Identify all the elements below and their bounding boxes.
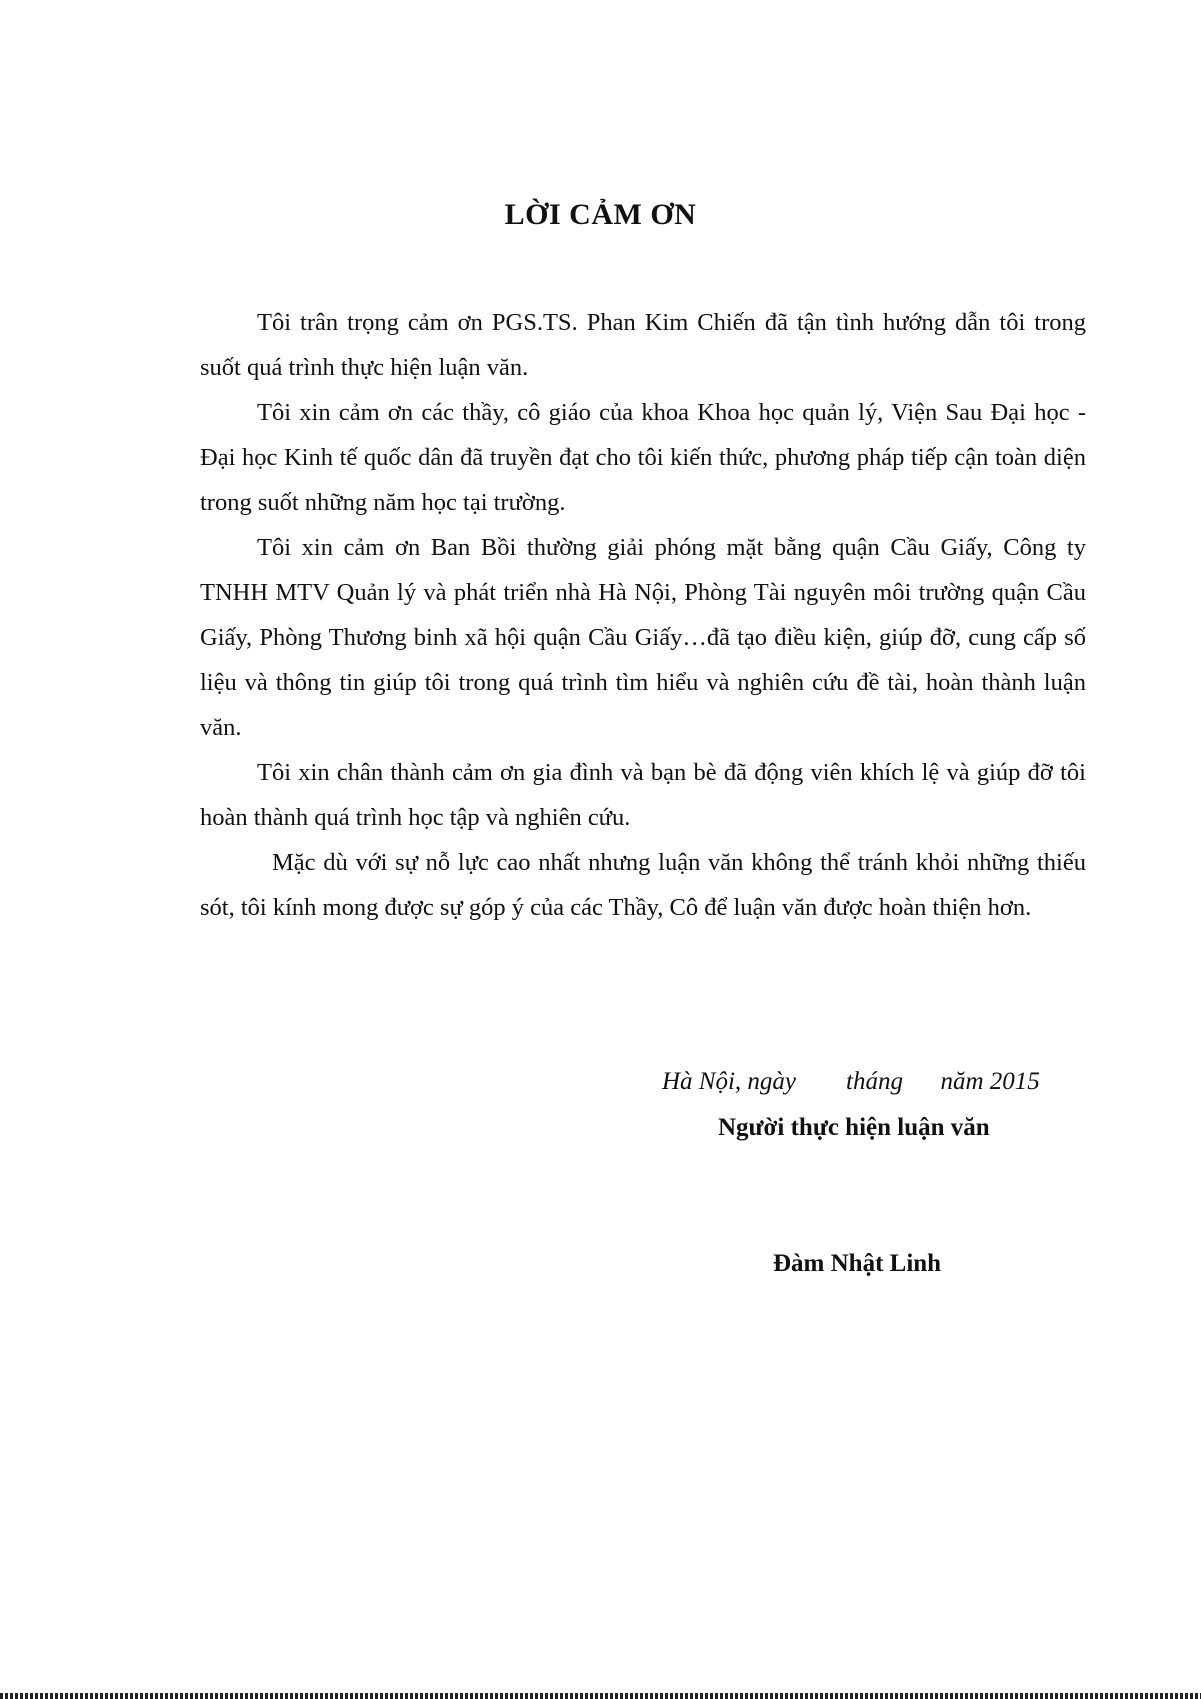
bottom-scan-edge <box>0 1693 1201 1699</box>
paragraph-advisor-thanks: Tôi trân trọng cảm ơn PGS.TS. Phan Kim Chiến đã tận tình hướng dẫn tôi trong suốt quá trình thực hiện luận văn. <box>200 309 1086 381</box>
signature-name: Đàm Nhật Linh <box>773 1250 942 1277</box>
document-body <box>200 300 1086 930</box>
paragraph-closing: Mặc dù với sự nỗ lực cao nhất nhưng luận văn không thể tránh khỏi những thiếu sót, tôi kính mong được sự góp ý của các Thầy, Cô để luận văn được hoàn thiện hơn. <box>200 849 1086 921</box>
paragraph-faculty-thanks: Tôi xin cảm ơn các thầy, cô giáo của khoa Khoa học quản lý, Viện Sau Đại học - Đại học Kinh tế quốc dân đã truyền đạt cho tôi kiến thức, phương pháp tiếp cận toàn diện trong suốt những năm học tại trường. <box>200 399 1086 516</box>
page-title: LỜI CẢM ƠN <box>504 198 697 231</box>
paragraph-agencies-thanks: Tôi xin cảm ơn Ban Bồi thường giải phóng mặt bằng quận Cầu Giấy, Công ty TNHH MTV Quản lý và phát triển nhà Hà Nội, Phòng Tài nguyên môi trường quận Cầu Giấy, Phòng Thương binh xã hội quận Cầu Giấy…đã tạo điều kiện, giúp đỡ, cung cấp số liệu và thông tin giúp tôi trong quá trình tìm hiểu và nghiên cứu đề tài, hoàn thành luận văn. <box>200 534 1086 741</box>
paragraph-family-thanks: Tôi xin chân thành cảm ơn gia đình và bạn bè đã động viên khích lệ và giúp đỡ tôi hoàn thành quá trình học tập và nghiên cứu. <box>200 759 1086 831</box>
signature-date-line: Hà Nội, ngày tháng năm 2015 <box>662 1068 1040 1095</box>
signature-role: Người thực hiện luận văn <box>718 1114 990 1141</box>
